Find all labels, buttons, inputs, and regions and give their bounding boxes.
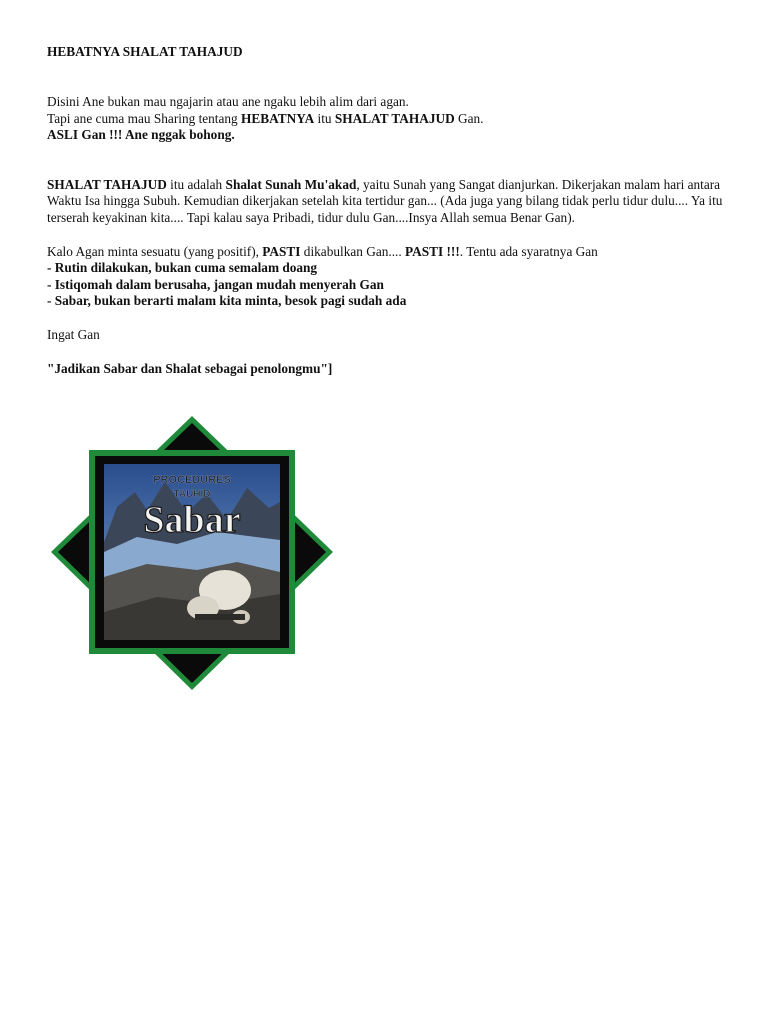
intro-text: itu bbox=[314, 110, 335, 126]
condition-item bbox=[47, 293, 727, 310]
sabar-illustration bbox=[47, 412, 337, 692]
condition-text: - Rutin dilakukan, bukan cuma semalam doang bbox=[47, 260, 318, 276]
intro-line-2 bbox=[47, 111, 727, 128]
document-page bbox=[47, 44, 727, 377]
request-text: dikabulkan Gan.... bbox=[300, 243, 405, 259]
photo-caption-second: TAUHID bbox=[173, 489, 211, 500]
intro-line-1: Disini Ane bukan mau ngajarin atau ane ngaku lebih alim dari agan. bbox=[47, 94, 409, 109]
request-paragraph bbox=[47, 244, 727, 261]
intro-emphasis-shalat: SHALAT TAHAJUD bbox=[334, 110, 455, 126]
reminder-text: Ingat Gan bbox=[47, 326, 100, 342]
document-title: HEBATNYA SHALAT TAHAJUD bbox=[47, 44, 243, 59]
sabar-star-image bbox=[47, 412, 337, 692]
intro-emphasis-asli: ASLI Gan !!! Ane nggak bohong. bbox=[47, 127, 235, 143]
photo-caption-top: PROCEDURES bbox=[153, 474, 231, 486]
request-emphasis: PASTI bbox=[262, 243, 301, 259]
definition-term: SHALAT TAHAJUD bbox=[47, 176, 167, 192]
definition-text: , yaitu Sunah yang Sangat dianjurkan. Dikerjakan malam hari antara Waktu Isa hingga Subuh. Kemudian dikerjakan setelah kita tertidur gan... (Ada juga yang bilang tidak perlu tidur dulu.... Ya itu terserah keyakinan kita.... Tapi kalau saya Pribadi, tidur dulu Gan....Insya Allah semua Benar Gan). bbox=[47, 176, 723, 225]
intro-text: Tapi ane cuma mau Sharing tentang bbox=[47, 110, 242, 126]
intro-text: Gan. bbox=[454, 110, 484, 126]
intro-line-3 bbox=[47, 127, 727, 144]
spacer bbox=[47, 60, 727, 94]
definition-type: Shalat Sunah Mu'akad bbox=[225, 176, 357, 192]
spacer bbox=[47, 144, 727, 177]
condition-item bbox=[47, 277, 727, 294]
request-text: . Tentu ada syaratnya Gan bbox=[459, 243, 598, 259]
condition-text: - Istiqomah dalam berusaha, jangan mudah menyerah Gan bbox=[47, 276, 384, 292]
definition-paragraph bbox=[47, 177, 727, 227]
quote-bold: "Jadikan Sabar dan Shalat sebagai penolongmu"] bbox=[47, 360, 333, 376]
spacer bbox=[47, 310, 727, 327]
photo-word-sabar: Sabar bbox=[143, 499, 241, 541]
definition-text: itu adalah bbox=[166, 176, 226, 192]
request-emphasis: PASTI !!! bbox=[405, 243, 460, 259]
figure-shadow bbox=[195, 614, 245, 620]
quote-text bbox=[47, 361, 727, 378]
condition-item bbox=[47, 260, 727, 277]
spacer bbox=[47, 227, 727, 244]
request-text: Kalo Agan minta sesuatu (yang positif), bbox=[47, 243, 263, 259]
intro-emphasis-hebatnya: HEBATNYA bbox=[241, 110, 315, 126]
spacer bbox=[47, 344, 727, 361]
condition-text: - Sabar, bukan berarti malam kita minta, besok pagi sudah ada bbox=[47, 293, 407, 309]
